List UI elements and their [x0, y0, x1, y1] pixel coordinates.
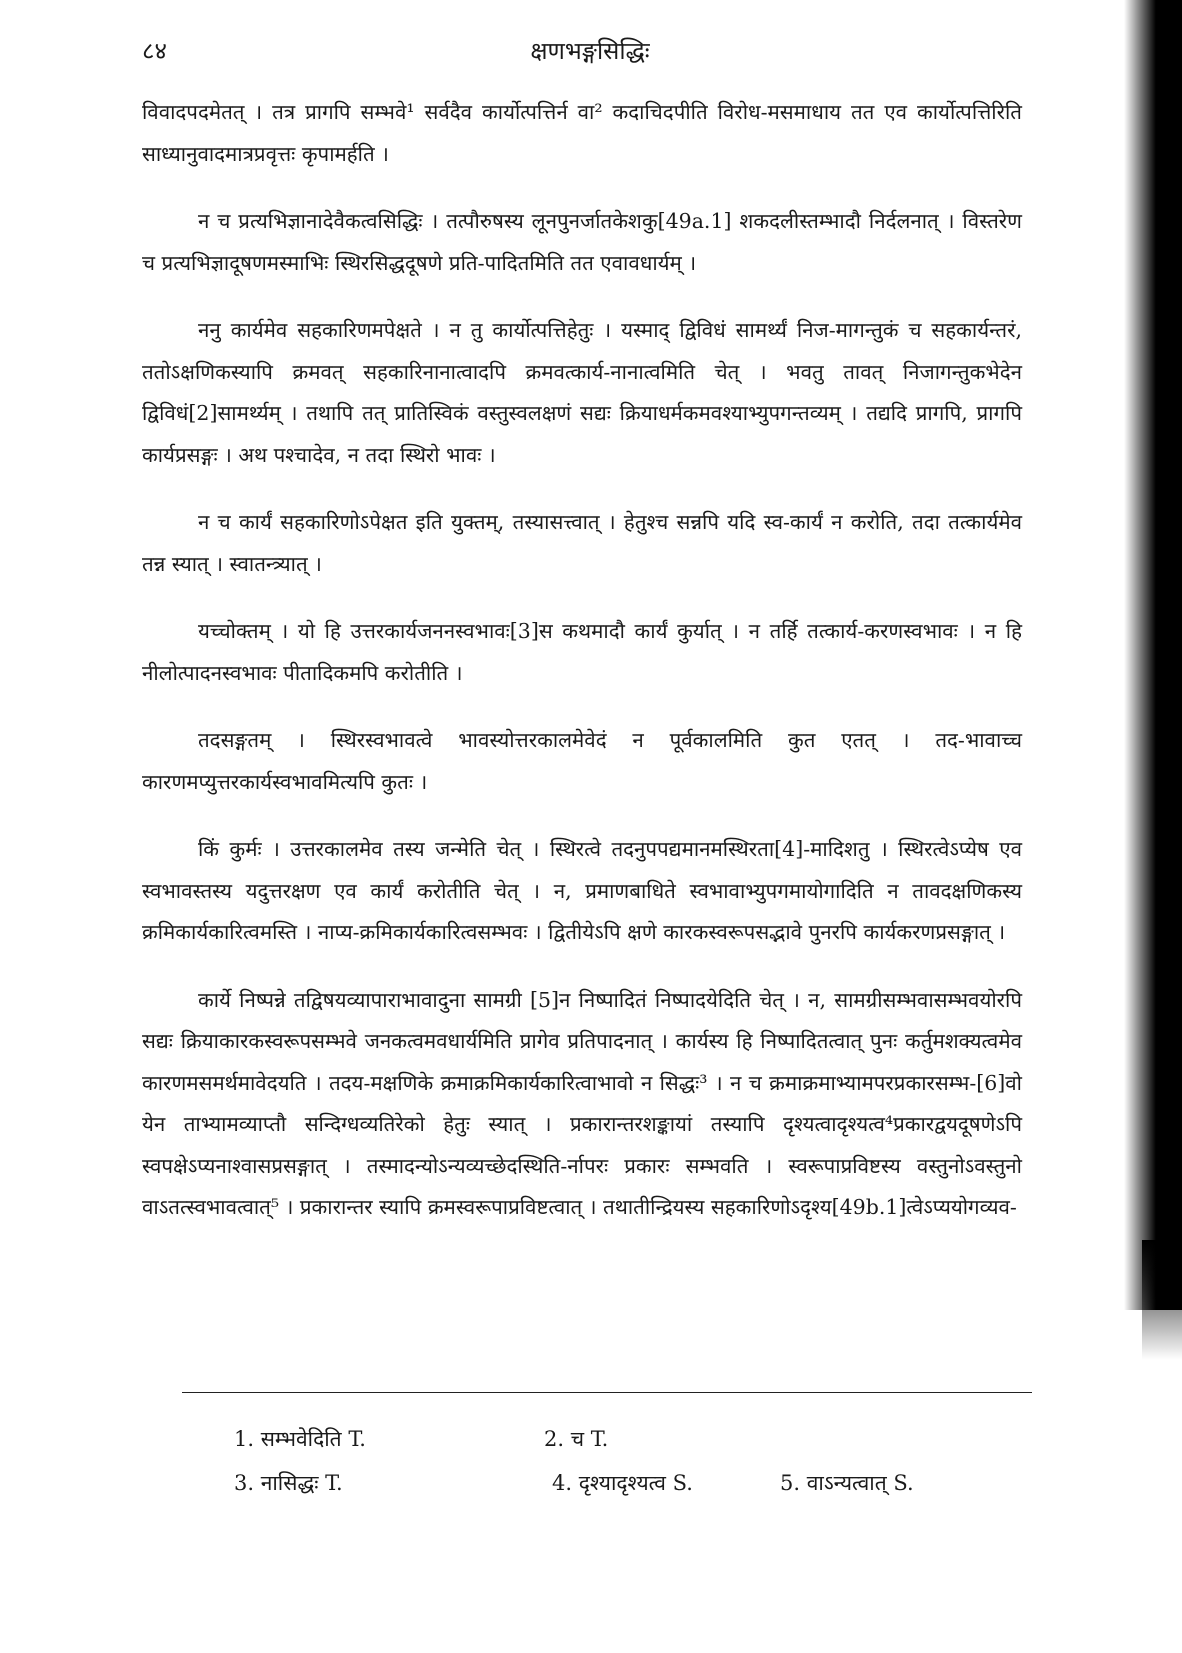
paragraph-4: न च कार्यं सहकारिणोऽपेक्षत इति युक्तम्, तस्यासत्त्वात् । हेतुश्च सन्नपि यदि स्व-कार्यं न करोति, तदा तत्कार्यमेव तन्न स्यात् । स्वातन्त्र्यात् ।: [142, 510, 1022, 576]
paragraph-3: ननु कार्यमेव सहकारिणमपेक्षते । न तु कार्योत्पत्तिहेतुः । यस्माद् द्विविधं सामर्थ्यं निज-मागन्तुकं च सहकार्यन्तरं, ततोऽक्षणिकस्यापि क्रमवत् सहकारिनानात्वादपि क्रमवत्कार्य-नानात्वमिति चेत् । भवतु तावत् निजागन्तुकभेदेन द्विविधं[2]सामर्थ्यम् । तथापि तत् प्रातिस्विकं वस्तुस्वलक्षणं सद्यः क्रियाधर्मकमवश्याभ्युपगन्तव्यम् । तद्यदि प्रागपि, प्रागपि कार्यप्रसङ्गः । अथ पश्चादेव, न तदा स्थिरो भावः ।: [142, 318, 1022, 467]
paragraph-7: किं कुर्मः । उत्तरकालमेव तस्य जन्मेति चेत् । स्थिरत्वे तदनुपपद्यमानमस्थिरता[4]-मादिशतु । स्थिरत्वेऽप्येष एव स्वभावस्तस्य यदुत्तरक्षण एव कार्यं करोतीति चेत् । न, प्रमाणबाधिते स्वभावाभ्युपगमायोगादिति न तावदक्षणिकस्य क्रमिकार्यकारित्वमस्ति । नाप्य-क्रमिकार्यकारित्वसम्भवः । द्वितीयेऽपि क्षणे कारकस्वरूपसद्भावे पुनरपि कार्यकरणप्रसङ्गात् ।: [142, 837, 1022, 944]
paragraph-5: यच्चोक्तम् । यो हि उत्तरकार्यजननस्वभावः[3]स कथमादौ कार्यं कुर्यात् । न तर्हि तत्कार्य-करणस्वभावः । न हि नीलोत्पादनस्वभावः पीतादिकमपि करोतीति ।: [142, 619, 1022, 685]
footnote-3: 3. नासिद्धः T.: [234, 1471, 343, 1495]
paragraph-6: तदसङ्गतम् । स्थिरस्वभावत्वे भावस्योत्तरकालमेवेदं न पूर्वकालमिति कुत एतत् । तद-भावाच्च कारणमप्युत्तरकार्यस्वभावमित्यपि कुतः ।: [142, 728, 1022, 794]
footnote-2: 2. च T.: [544, 1427, 609, 1451]
running-title: क्षणभङ्गसिद्धिः: [530, 37, 650, 65]
footnote-divider: [182, 1392, 1032, 1393]
scanned-page-edge-fade: [1142, 1240, 1182, 1360]
paragraph-1: विवादपदमेतत् । तत्र प्रागपि सम्भवे¹ सर्वदैव कार्योत्पत्तिर्न वा² कदाचिदपीति विरोध-मसमाधाय तत एव कार्योत्पत्तिरिति साध्यानुवादमात्रप्रवृत्तः कृपामर्हति ।: [142, 100, 1022, 166]
footnote-1: 1. सम्भवेदिति T.: [234, 1427, 366, 1451]
footnote-5: 5. वाऽन्यत्वात् S.: [780, 1471, 914, 1495]
body-text: [142, 92, 1022, 1255]
footnote-4: 4. दृश्यादृश्यत्व S.: [552, 1471, 693, 1495]
paragraph-8: कार्ये निष्पन्ने तद्विषयव्यापाराभावादुना सामग्री [5]न निष्पादितं निष्पादयेदिति चेत् । न, सामग्रीसम्भवासम्भवयोरपि सद्यः क्रियाकारकस्वरूपसम्भवे जनकत्वमवधार्यमिति प्रागेव प्रतिपादनात् । कार्यस्य हि निष्पादितत्वात् पुनः कर्तुमशक्यत्वमेव कारणमसमर्थमावेदयति । तदय-मक्षणिके क्रमाक्रमिकार्यकारित्वाभावो न सिद्धः³ । न च क्रमाक्रमाभ्यामपरप्रकारसम्भ-[6]वो येन ताभ्यामव्याप्तौ सन्दिग्धव्यतिरेको हेतुः स्यात् । प्रकारान्तरशङ्कायां तस्यापि दृश्यत्वादृश्यत्व⁴प्रकारद्वयदूषणेऽपि स्वपक्षेऽप्यनाश्वासप्रसङ्गात् । तस्मादन्योऽन्यव्यच्छेदस्थिति-र्नापरः प्रकारः सम्भवति । स्वरूपाप्रविष्टस्य वस्तुनोऽवस्तुनो वाऽतत्स्वभावत्वात्⁵ । प्रकारान्तर स्यापि क्रमस्वरूपाप्रविष्टत्वात् । तथातीन्द्रियस्य सहकारिणोऽदृश्य[49b.1]त्वेऽप्ययोगव्यव-: [142, 987, 1022, 1219]
paragraph-2: न च प्रत्यभिज्ञानादेवैकत्वसिद्धिः । तत्पौरुषस्य लूनपुनर्जातकेशकु[49a.1] शकदलीस्तम्भादौ निर्दलनात् । विस्तरेण च प्रत्यभिज्ञादूषणमस्माभिः स्थिरसिद्धदूषणे प्रति-पादितमिति तत एवावधार्यम् ।: [142, 209, 1022, 275]
scanned-page-edge-shadow: [1124, 0, 1182, 1310]
page-number: ८४: [142, 37, 167, 65]
